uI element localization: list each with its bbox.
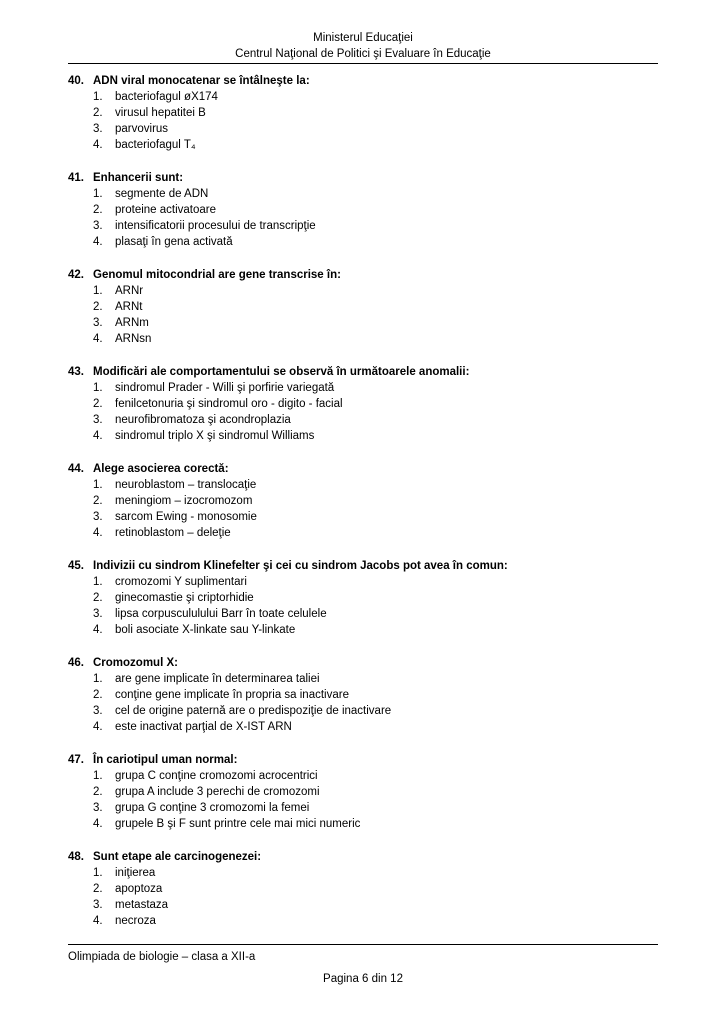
document-header xyxy=(68,30,658,64)
option-text: conţine gene implicate în propria sa inactivare xyxy=(115,689,349,701)
question-number: 47. xyxy=(68,754,84,766)
option-item xyxy=(68,687,658,703)
option-item xyxy=(68,703,658,719)
option-number: 1. xyxy=(93,285,103,297)
option-number: 2. xyxy=(93,204,103,216)
question-text: Indivizii cu sindrom Klinefelter şi cei cu sindrom Jacobs pot avea în comun: xyxy=(93,560,508,572)
question-block xyxy=(68,364,658,444)
question-block xyxy=(68,461,658,541)
question-number: 43. xyxy=(68,366,84,378)
option-text: ARNsn xyxy=(115,333,152,345)
option-number: 3. xyxy=(93,705,103,717)
option-number: 4. xyxy=(93,818,103,830)
option-item xyxy=(68,283,658,299)
option-number: 3. xyxy=(93,220,103,232)
option-text: grupa A include 3 perechi de cromozomi xyxy=(115,786,320,798)
option-item xyxy=(68,897,658,913)
option-text: metastaza xyxy=(115,899,169,911)
question-block xyxy=(68,267,658,347)
question-head xyxy=(68,655,658,671)
option-item xyxy=(68,784,658,800)
option-number: 4. xyxy=(93,624,103,636)
question-text: Enhancerii sunt: xyxy=(93,172,184,184)
option-number: 3. xyxy=(93,414,103,426)
option-number: 2. xyxy=(93,883,103,895)
option-text: ARNm xyxy=(115,317,149,329)
question-head xyxy=(68,558,658,574)
header-line-2: Centrul Naţional de Politici şi Evaluare în Educaţie xyxy=(235,48,491,60)
option-item xyxy=(68,315,658,331)
option-item xyxy=(68,218,658,234)
option-text: apoptoza xyxy=(115,883,163,895)
question-number: 45. xyxy=(68,560,84,572)
option-number: 3. xyxy=(93,317,103,329)
question-head xyxy=(68,170,658,186)
question-head xyxy=(68,849,658,865)
question-head xyxy=(68,752,658,768)
option-number: 3. xyxy=(93,802,103,814)
question-block xyxy=(68,558,658,638)
option-number: 2. xyxy=(93,107,103,119)
option-text: segmente de ADN xyxy=(115,188,209,200)
option-number: 3. xyxy=(93,123,103,135)
option-text: sindromul Prader - Willi şi porfirie variegată xyxy=(115,382,335,394)
option-text: bacteriofagul T₄ xyxy=(115,139,196,151)
page-number: Pagina 6 din 12 xyxy=(323,973,403,985)
option-text: retinoblastom – deleţie xyxy=(115,527,231,539)
option-item xyxy=(68,331,658,347)
option-item xyxy=(68,234,658,250)
option-item xyxy=(68,412,658,428)
question-block xyxy=(68,752,658,832)
option-text: neurofibromatoza şi acondroplazia xyxy=(115,414,291,426)
option-item xyxy=(68,299,658,315)
question-head xyxy=(68,267,658,283)
option-item xyxy=(68,881,658,897)
option-item xyxy=(68,606,658,622)
option-text: ARNr xyxy=(115,285,144,297)
option-number: 1. xyxy=(93,576,103,588)
option-number: 3. xyxy=(93,899,103,911)
option-text: lipsa corpuscululului Barr în toate celulele xyxy=(115,608,327,620)
option-number: 2. xyxy=(93,592,103,604)
option-item xyxy=(68,137,658,153)
option-number: 1. xyxy=(93,867,103,879)
option-number: 1. xyxy=(93,479,103,491)
option-number: 1. xyxy=(93,188,103,200)
header-line-1: Ministerul Educaţiei xyxy=(313,32,413,44)
question-text: Sunt etape ale carcinogenezei: xyxy=(93,851,262,863)
option-number: 2. xyxy=(93,786,103,798)
document-footer xyxy=(68,944,658,987)
option-text: ginecomastie şi criptorhidie xyxy=(115,592,254,604)
option-text: sarcom Ewing - monosomie xyxy=(115,511,257,523)
question-text: Cromozomul X: xyxy=(93,657,178,669)
footer-title: Olimpiada de biologie – clasa a XII-a xyxy=(68,951,256,963)
option-number: 2. xyxy=(93,495,103,507)
option-item xyxy=(68,477,658,493)
question-number: 41. xyxy=(68,172,84,184)
question-number: 42. xyxy=(68,269,84,281)
option-number: 2. xyxy=(93,301,103,313)
option-text: bacteriofagul øX174 xyxy=(115,91,218,103)
option-text: parvovirus xyxy=(115,123,169,135)
option-text: virusul hepatitei B xyxy=(115,107,206,119)
option-item xyxy=(68,396,658,412)
option-text: meningiom – izocromozom xyxy=(115,495,253,507)
option-item xyxy=(68,493,658,509)
question-options xyxy=(68,865,658,929)
option-text: este inactivat parţial de X-IST ARN xyxy=(115,721,292,733)
option-item xyxy=(68,800,658,816)
option-number: 3. xyxy=(93,608,103,620)
question-number: 48. xyxy=(68,851,84,863)
option-item xyxy=(68,121,658,137)
option-number: 1. xyxy=(93,770,103,782)
option-item xyxy=(68,525,658,541)
option-text: plasaţi în gena activată xyxy=(115,236,233,248)
question-options xyxy=(68,380,658,444)
question-head xyxy=(68,73,658,89)
question-number: 40. xyxy=(68,75,84,87)
option-item xyxy=(68,186,658,202)
option-text: necroza xyxy=(115,915,156,927)
option-text: iniţierea xyxy=(115,867,156,879)
option-text: neuroblastom – translocaţie xyxy=(115,479,257,491)
question-number: 46. xyxy=(68,657,84,669)
option-item xyxy=(68,105,658,121)
option-text: grupa G conţine 3 cromozomi la femei xyxy=(115,802,310,814)
option-number: 2. xyxy=(93,398,103,410)
option-item xyxy=(68,816,658,832)
question-options xyxy=(68,768,658,832)
option-number: 1. xyxy=(93,91,103,103)
question-options xyxy=(68,186,658,250)
option-number: 4. xyxy=(93,139,103,151)
option-number: 4. xyxy=(93,915,103,927)
option-text: cel de origine paternă are o predispoziţie de inactivare xyxy=(115,705,392,717)
option-text: boli asociate X-linkate sau Y-linkate xyxy=(115,624,296,636)
question-block xyxy=(68,655,658,735)
option-text: ARNt xyxy=(115,301,143,313)
option-item xyxy=(68,768,658,784)
option-item xyxy=(68,574,658,590)
question-text: ADN viral monocatenar se întâlneşte la: xyxy=(93,75,310,87)
option-number: 4. xyxy=(93,333,103,345)
question-head xyxy=(68,364,658,380)
question-text: Alege asocierea corectă: xyxy=(93,463,229,475)
option-text: fenilcetonuria şi sindromul oro - digito - facial xyxy=(115,398,343,410)
option-item xyxy=(68,671,658,687)
option-number: 2. xyxy=(93,689,103,701)
option-item xyxy=(68,380,658,396)
option-number: 4. xyxy=(93,236,103,248)
question-text: În cariotipul uman normal: xyxy=(93,754,238,766)
option-item xyxy=(68,590,658,606)
option-number: 1. xyxy=(93,382,103,394)
option-item xyxy=(68,865,658,881)
question-text: Genomul mitocondrial are gene transcrise în: xyxy=(93,269,341,281)
option-item xyxy=(68,202,658,218)
question-options xyxy=(68,283,658,347)
option-item xyxy=(68,622,658,638)
option-text: grupa C conţine cromozomi acrocentrici xyxy=(115,770,318,782)
option-item xyxy=(68,913,658,929)
question-block xyxy=(68,73,658,153)
option-number: 3. xyxy=(93,511,103,523)
question-options xyxy=(68,477,658,541)
option-item xyxy=(68,509,658,525)
question-number: 44. xyxy=(68,463,84,475)
option-text: proteine activatoare xyxy=(115,204,217,216)
option-item xyxy=(68,89,658,105)
option-item xyxy=(68,719,658,735)
option-number: 4. xyxy=(93,721,103,733)
question-text: Modificări ale comportamentului se observă în următoarele anomalii: xyxy=(93,366,470,378)
question-options xyxy=(68,89,658,153)
option-text: intensificatorii procesului de transcripţie xyxy=(115,220,316,232)
option-text: sindromul triplo X şi sindromul Williams xyxy=(115,430,315,442)
option-number: 4. xyxy=(93,430,103,442)
questions-list xyxy=(68,73,658,929)
option-text: cromozomi Y suplimentari xyxy=(115,576,247,588)
option-number: 1. xyxy=(93,673,103,685)
option-item xyxy=(68,428,658,444)
question-options xyxy=(68,574,658,638)
question-options xyxy=(68,671,658,735)
option-number: 4. xyxy=(93,527,103,539)
question-block xyxy=(68,170,658,250)
question-head xyxy=(68,461,658,477)
option-text: are gene implicate în determinarea taliei xyxy=(115,673,320,685)
option-text: grupele B şi F sunt printre cele mai mici numeric xyxy=(115,818,361,830)
question-block xyxy=(68,849,658,929)
